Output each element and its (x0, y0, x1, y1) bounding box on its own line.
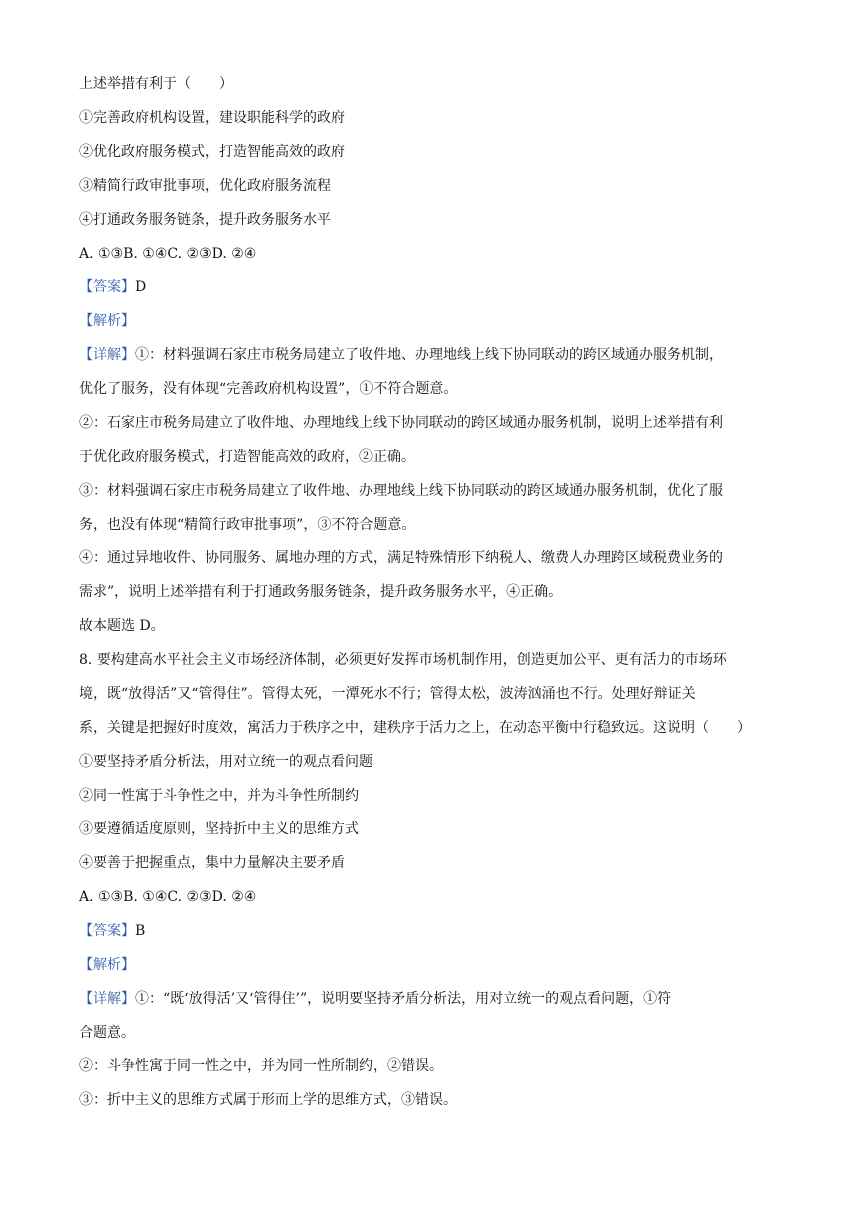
q8-answer-tag: 【答案】 (79, 923, 135, 939)
q8-detail-tag: 【详解】 (79, 991, 135, 1007)
q8-stem-3: 系，关键是把握好时度效，寓活力于秩序之中，建秩序于活力之上，在动态平衡中行稳致远。这说明（ ） (79, 720, 751, 736)
q7-answer: D (135, 279, 147, 295)
q7-detail-2b: 于优化政府服务模式，打造智能高效的政府，②正确。 (79, 449, 415, 465)
q8-option-2: ②同一性寓于斗争性之中，并为斗争性所制约 (79, 788, 359, 804)
q7-analysis-tag: 【解析】 (79, 313, 135, 329)
q8-detail-2: ②：斗争性寓于同一性之中，并为同一性所制约，②错误。 (79, 1058, 443, 1074)
q7-detail-3b: 务，也没有体现“精简行政审批事项”，③不符合题意。 (79, 517, 416, 533)
q8-detail-1a-text: ①：“既‘放得活’又‘管得住’”，说明要坚持矛盾分析法，用对立统一的观点看问题，①符 (135, 991, 672, 1007)
q8-choices: A. ①③B. ①④C. ②③D. ②④ (79, 889, 257, 905)
q7-option-1: ①完善政府机构设置，建设职能科学的政府 (79, 110, 345, 126)
q7-detail-1a-text: ①：材料强调石家庄市税务局建立了收件地、办理地线上线下协同联动的跨区域通办服务机制， (135, 347, 723, 363)
q8-option-1: ①要坚持矛盾分析法，用对立统一的观点看问题 (79, 754, 373, 770)
q7-option-2: ②优化政府服务模式，打造智能高效的政府 (79, 144, 345, 160)
q8-answer: B (135, 923, 146, 939)
q8-option-3: ③要遵循适度原则，坚持折中主义的思维方式 (79, 821, 359, 837)
q7-detail-2a: ②：石家庄市税务局建立了收件地、办理地线上线下协同联动的跨区域通办服务机制，说明上述举措有利 (79, 415, 723, 431)
q8-detail-1a (79, 989, 671, 1009)
q8-answer-line (79, 921, 145, 941)
q7-detail-tag: 【详解】 (79, 347, 135, 363)
q8-detail-3: ③：折中主义的思维方式属于形而上学的思维方式，③错误。 (79, 1092, 457, 1108)
q7-option-3: ③精简行政审批事项，优化政府服务流程 (79, 178, 331, 194)
q7-stem: 上述举措有利于（ ） (79, 76, 233, 92)
q7-detail-4a: ④：通过异地收件、协同服务、属地办理的方式，满足特殊情形下纳税人、缴费人办理跨区域税费业务的 (79, 550, 723, 566)
q7-conclusion: 故本题选 D。 (79, 618, 165, 634)
q8-analysis-tag: 【解析】 (79, 957, 135, 973)
q7-answer-tag: 【答案】 (79, 279, 135, 295)
q7-detail-1b: 优化了服务，没有体现“完善政府机构设置”，①不符合题意。 (79, 381, 458, 397)
q7-detail-3a: ③：材料强调石家庄市税务局建立了收件地、办理地线上线下协同联动的跨区域通办服务机制，优化了服 (79, 483, 723, 499)
q7-choices: A. ①③B. ①④C. ②③D. ②④ (79, 246, 257, 262)
q7-detail-1a (79, 345, 723, 365)
q8-stem-1: 8. 要构建高水平社会主义市场经济体制，必须更好发挥市场机制作用，创造更加公平、更有活力的市场环 (79, 652, 727, 668)
q8-stem-2: 境，既“放得活”又“管得住”。管得太死，一潭死水不行；管得太松，波涛汹涌也不行。处理好辩证关 (79, 686, 696, 702)
q7-detail-4b: 需求”，说明上述举措有利于打通政务服务链条，提升政务服务水平，④正确。 (79, 584, 563, 600)
q8-detail-1b: 合题意。 (79, 1025, 135, 1041)
q7-answer-line (79, 277, 146, 297)
q8-option-4: ④要善于把握重点，集中力量解决主要矛盾 (79, 855, 345, 871)
q7-option-4: ④打通政务服务链条，提升政务服务水平 (79, 212, 331, 228)
